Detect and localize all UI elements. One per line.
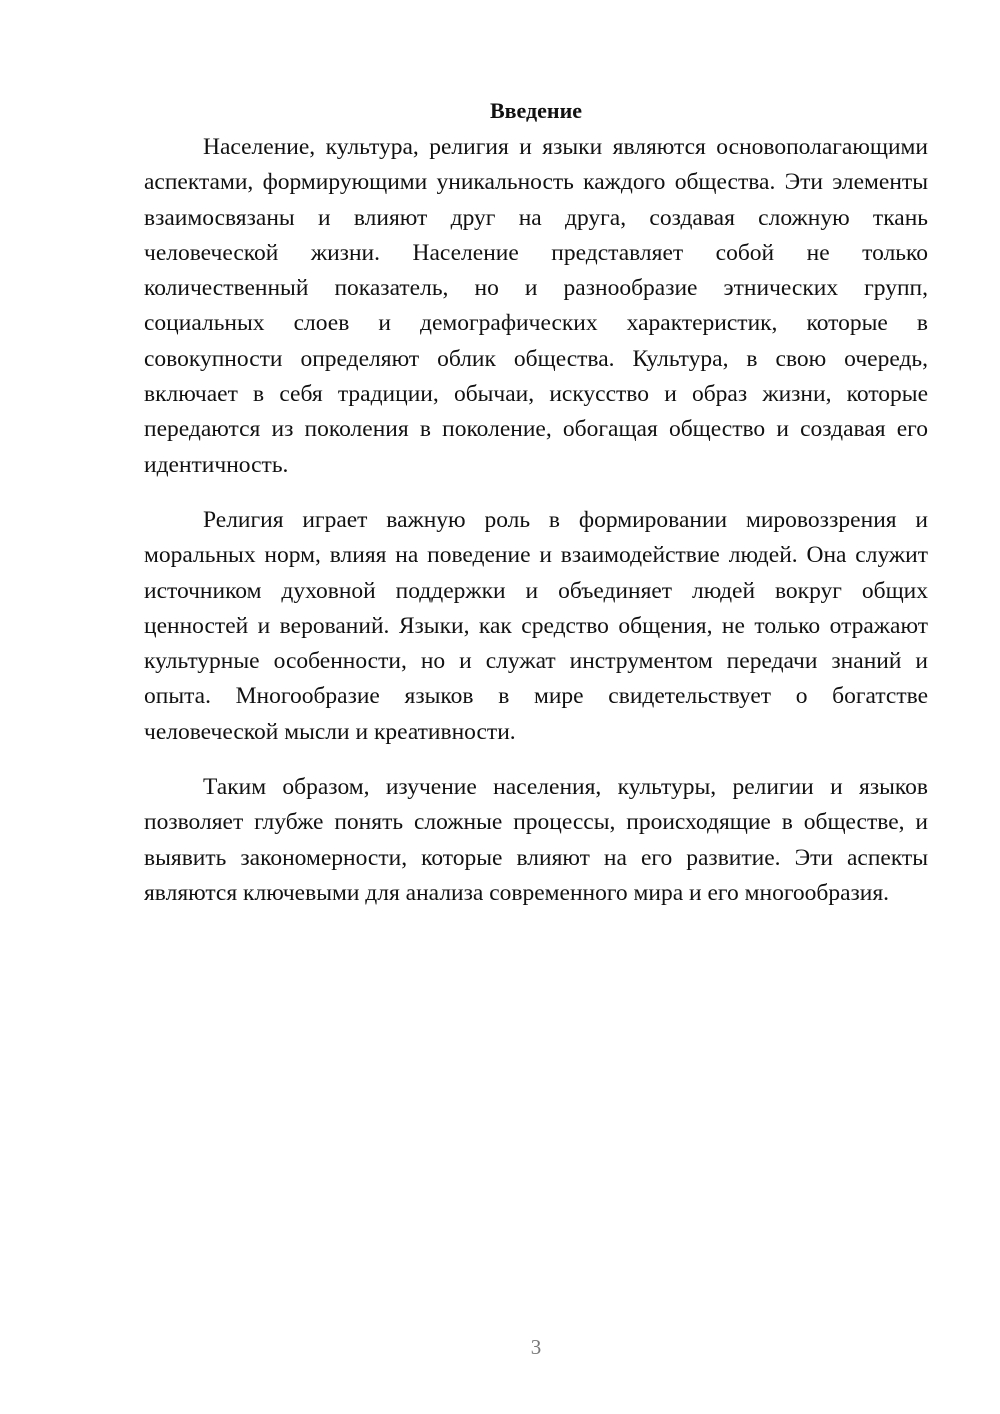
page-content xyxy=(144,96,928,911)
paragraph-2: Религия играет важную роль в формировании мировоззрения и моральных норм, влияя на поведение и взаимодействие людей. Она служит источником духовной поддержки и объединяет людей вокруг общих ценностей и верований. Языки, как средство общения, не только отражают культурные особенности, но и служат инструментом передачи знаний и опыта. Многообразие языков в мире свидетельствует о богатстве человеческой мысли и креативности. xyxy=(144,506,928,745)
page-number: 3 xyxy=(530,1335,542,1359)
paragraph-3: Таким образом, изучение населения, культуры, религии и языков позволяет глубже понять сложные процессы, происходящие в обществе, и выявить закономерности, которые влияют на его развитие. Эти аспекты являются ключевыми для анализа современного мира и его многообразия. xyxy=(144,774,928,906)
paragraph-1: Население, культура, религия и языки являются основополагающими аспектами, формирующими уникальность каждого общества. Эти элементы взаимосвязаны и влияют друг на друга, создавая сложную ткань человеческой жизни. Население представляет собой не только количественный показатель, но и разнообразие этнических групп, социальных слоев и демографических характеристик, которые в совокупности определяют облик общества. Культура, в свою очередь, включает в себя традиции, обычаи, искусство и образ жизни, которые передаются из поколения в поколение, обогащая общество и создавая его идентичность. xyxy=(144,134,928,478)
section-title: Введение xyxy=(489,98,583,123)
